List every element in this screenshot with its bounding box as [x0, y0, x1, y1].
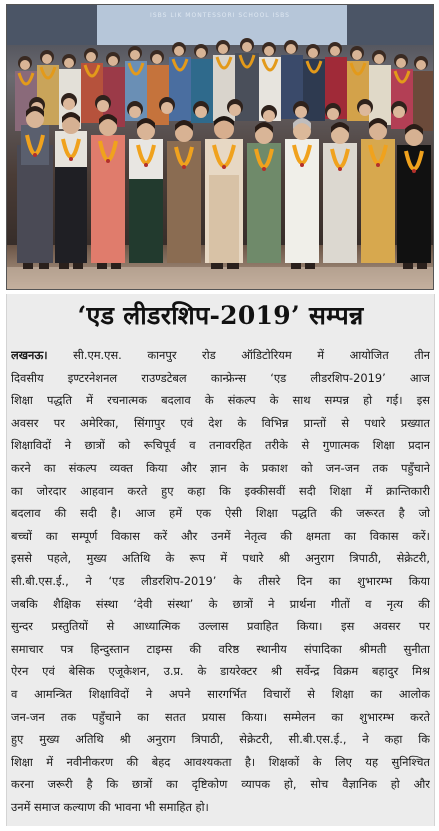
- article-headline: ‘एड लीडरशिप-2019’ सम्पन्न: [77, 301, 364, 330]
- article-line-first: [11, 344, 430, 367]
- group-photo-illustration: [7, 5, 433, 289]
- article-line: जन-जन तक पहुँचाने का सतत प्रयास किया। सम्मेलन का शुभारम्भ करते: [11, 709, 430, 724]
- news-article: [6, 294, 435, 826]
- article-line: बच्चों का सम्पूर्ण विकास करें और उनमें नेतृत्व की क्षमता का विकास करें।: [11, 528, 430, 543]
- group-photo: [6, 4, 434, 290]
- article-line: जबकि शैक्षिक संस्था ‘देवी संस्था’ के छात्रों ने प्रार्थना गीतों व नृत्य की: [11, 596, 430, 611]
- article-line: करने का संकल्प व्यक्त किया और ज्ञान के प्रकाश को जन-जन तक पहुँचाने: [11, 460, 430, 475]
- article-line: सुन्दर प्रस्तुतियों से आध्यात्मिक उल्लास प्रवाहित किया। इस अवसर पर: [11, 619, 430, 634]
- article-line: सी.एम.एस. कानपुर रोड ऑडिटोरियम में आयोजित तीन: [47, 348, 430, 362]
- article-line: शिक्षा पद्धति में रचनात्मक बदलाव के संकल्प के साथ सम्पन्न हो गई। इस: [11, 393, 430, 408]
- article-line: समाचार पत्र हिन्दुस्तान टाइम्स की वरिष्ठ स्थानीय संपादिका श्रीमती सुनीता: [11, 641, 430, 656]
- article-line: का जोरदार आहवान करते हुए कहा कि इक्कीसवीं सदी शिक्षा में क्रान्तिकारी: [11, 483, 430, 498]
- article-line: व आमन्त्रित शिक्षाविदों ने अपने सारगर्भित विचारों से शिक्षा का आलोक: [11, 686, 430, 701]
- article-body: [11, 344, 430, 818]
- article-line: शिक्षाविदों ने छात्रों को रूचिपूर्व व तनावरहित तरीके से गुणात्मक शिक्षा प्रदान: [11, 438, 430, 453]
- article-line-last: उनमें समाज कल्याण की भावना भी समाहित हो।: [11, 799, 209, 814]
- article-line: अवसर पर अमेरिका, सिंगापुर एवं देश के विभिन्न प्रान्तों से पधारे प्रख्यात: [11, 415, 430, 430]
- article-line: दिवसीय इण्टरनेशनल राउण्डटेबल कान्फ्रेन्स ‘एड लीडरशिप-2019’ आज: [11, 370, 430, 385]
- article-line: करना जरूरी है कि छात्रों का दृष्टिकोण व्यापक हो, सोच वैज्ञानिक हो और: [11, 777, 430, 792]
- stage-banner-text: ISBS LIK MONTESSORI SCHOOL ISBS: [150, 12, 290, 19]
- article-line: सी.बी.एस.ई., ने ‘एड लीडरशिप-2019’ के तीसरे दिन का शुभारम्भ किया: [11, 573, 430, 588]
- article-line: बदलाव की सदी है। आज हमें एक ऐसी शिक्षा पद्धति की जरूरत है जो: [11, 506, 430, 521]
- article-line: शिक्षा में नवीनीकरण की बेहद आवश्यकता है। शिक्षकों के लिए यह सुनिश्चित: [11, 754, 430, 769]
- article-line: इससे पहले, मुख्य अतिथि के रूप में पधारे श्री अनुराग त्रिपाठी, सेक्रेटरी,: [11, 551, 430, 566]
- article-line: हुए मुख्य अतिथि श्री अनुराग त्रिपाठी, सेक्रेटरी, सी.बी.एस.ई., ने कहा कि: [11, 732, 430, 747]
- article-dateline: लखनऊ।: [11, 348, 48, 362]
- article-line: ऐरन एवं बेसिक एजूकेशन, उ.प्र. के डायरेक्टर श्री सर्वेन्द्र विक्रम बहादुर मिश्र: [11, 664, 430, 679]
